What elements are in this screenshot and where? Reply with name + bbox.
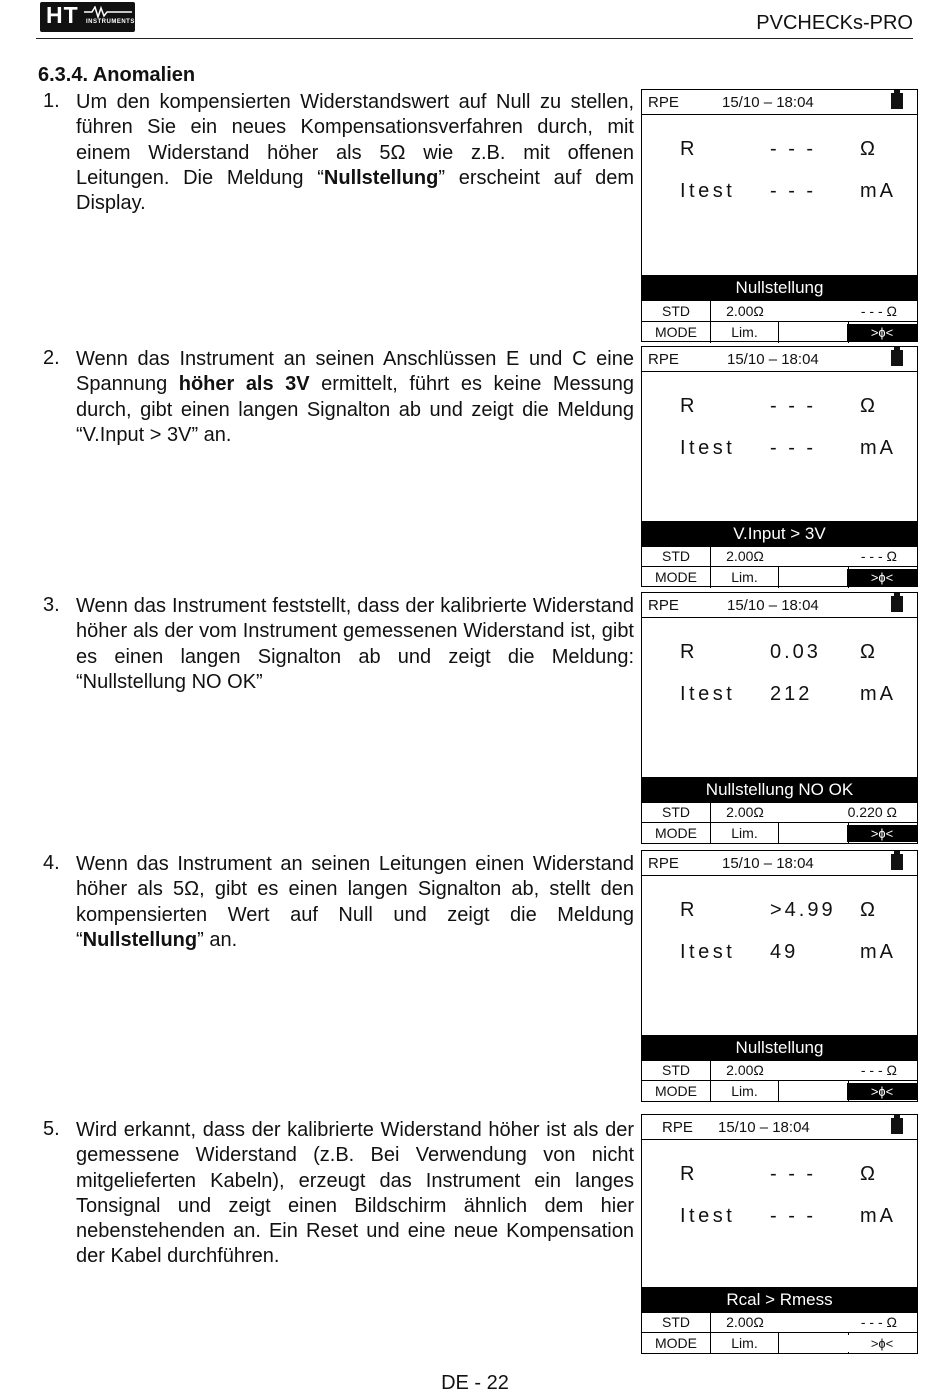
resistance-label: R bbox=[680, 899, 698, 921]
current-unit: mA bbox=[860, 1205, 896, 1227]
current-value: 49 bbox=[770, 941, 799, 963]
bold-term: Nullstellung bbox=[82, 928, 198, 951]
instrument-screen bbox=[641, 850, 918, 1102]
std-value: 2.00Ω bbox=[726, 1314, 764, 1330]
std-value: 2.00Ω bbox=[726, 804, 764, 820]
instrument-screen bbox=[641, 592, 918, 844]
screen-status-bar bbox=[642, 593, 917, 618]
resistance-value: - - - bbox=[770, 1163, 817, 1185]
resistance-label: R bbox=[680, 138, 698, 160]
screen-std-row bbox=[642, 301, 917, 322]
screen-datetime: 15/10 – 18:04 bbox=[727, 597, 819, 614]
item-text bbox=[76, 90, 634, 216]
resistance-unit: Ω bbox=[860, 641, 878, 663]
item-number: 1. bbox=[43, 90, 60, 112]
resistance-label: R bbox=[680, 395, 698, 417]
lim-label: Lim. bbox=[711, 823, 779, 844]
logo-wave-icon bbox=[84, 6, 132, 18]
std-value: 2.00Ω bbox=[726, 1062, 764, 1078]
result-value: - - - Ω bbox=[860, 548, 897, 564]
screen-std-row bbox=[642, 546, 917, 567]
screen-std-row bbox=[642, 802, 917, 823]
ht-instruments-logo bbox=[40, 2, 135, 32]
screen-status-bar bbox=[642, 90, 917, 115]
mode-label: MODE bbox=[642, 1333, 711, 1354]
screen-message: Rcal > Rmess bbox=[642, 1287, 917, 1313]
bold-term: Nullstellung bbox=[323, 166, 439, 189]
logo-text: HT bbox=[46, 2, 79, 28]
current-label: Itest bbox=[680, 180, 736, 202]
zero-key: >ɸ< bbox=[847, 1083, 917, 1100]
screen-datetime: 15/10 – 18:04 bbox=[722, 855, 814, 872]
resistance-value: >4.99 bbox=[770, 899, 836, 921]
screen-status-bar bbox=[642, 1115, 917, 1140]
std-label: STD bbox=[642, 1312, 711, 1333]
screen-mode-row bbox=[642, 321, 917, 343]
result-value: 0.220 Ω bbox=[847, 804, 897, 820]
screen-message: Nullstellung bbox=[642, 1035, 917, 1061]
std-value: 2.00Ω bbox=[726, 548, 764, 564]
item-text bbox=[76, 594, 634, 695]
screen-std-row bbox=[642, 1060, 917, 1081]
screen-status-bar bbox=[642, 851, 917, 876]
mode-label: MODE bbox=[642, 567, 711, 588]
screen-mode: RPE bbox=[648, 855, 679, 872]
screen-message: Nullstellung NO OK bbox=[642, 777, 917, 803]
screen-datetime: 15/10 – 18:04 bbox=[727, 351, 819, 368]
mode-label: MODE bbox=[642, 322, 711, 343]
lim-value bbox=[781, 1333, 849, 1354]
screen-mode-row bbox=[642, 822, 917, 844]
instrument-screen bbox=[641, 89, 918, 342]
resistance-value: - - - bbox=[770, 395, 817, 417]
std-label: STD bbox=[642, 1060, 711, 1081]
screen-message: V.Input > 3V bbox=[642, 521, 917, 547]
screen-message: Nullstellung bbox=[642, 275, 917, 301]
resistance-value: 0.03 bbox=[770, 641, 821, 663]
std-label: STD bbox=[642, 546, 711, 567]
resistance-label: R bbox=[680, 1163, 698, 1185]
text-segment: Wenn das Instrument feststellt, dass der kalibrierte Widerstand höher als der vom Instrument gemessenen Widerstand ist, gibt es einen langen Signalton ab und zeigt die Meldung: “Nullstellung NO OK” bbox=[76, 595, 634, 693]
zero-key: >ɸ< bbox=[847, 1335, 917, 1352]
current-value: - - - bbox=[770, 180, 817, 202]
result-value: - - - Ω bbox=[860, 303, 897, 319]
item-number: 5. bbox=[43, 1118, 60, 1140]
instrument-screen bbox=[641, 1114, 918, 1354]
screen-datetime: 15/10 – 18:04 bbox=[722, 94, 814, 111]
screen-mode: RPE bbox=[648, 351, 679, 368]
resistance-unit: Ω bbox=[860, 899, 878, 921]
product-name: PVCHECKs-PRO bbox=[756, 12, 913, 34]
item-text bbox=[76, 852, 634, 953]
item-number: 4. bbox=[43, 852, 60, 874]
screen-mode-row bbox=[642, 1332, 917, 1354]
resistance-value: - - - bbox=[770, 138, 817, 160]
battery-icon bbox=[891, 350, 903, 366]
result-value: - - - Ω bbox=[860, 1314, 897, 1330]
instrument-screen bbox=[641, 346, 918, 587]
resistance-label: R bbox=[680, 641, 698, 663]
logo-subtext: INSTRUMENTS bbox=[86, 19, 135, 25]
current-label: Itest bbox=[680, 683, 736, 705]
zero-key: >ɸ< bbox=[847, 324, 917, 341]
lim-value bbox=[781, 823, 849, 844]
lim-value bbox=[781, 567, 849, 588]
std-label: STD bbox=[642, 802, 711, 823]
current-value: - - - bbox=[770, 437, 817, 459]
lim-label: Lim. bbox=[711, 1081, 779, 1102]
zero-key: >ɸ< bbox=[847, 569, 917, 586]
current-unit: mA bbox=[860, 683, 896, 705]
page-number: DE - 22 bbox=[441, 1372, 509, 1394]
std-value: 2.00Ω bbox=[726, 303, 764, 319]
item-number: 3. bbox=[43, 594, 60, 616]
item-text bbox=[76, 1118, 634, 1270]
mode-label: MODE bbox=[642, 823, 711, 844]
text-segment: Wird erkannt, dass der kalibrierte Widerstand höher ist als der gemessene Widerstand (z.B. Bei Verwendung von nicht mitgelieferten Kabeln), erzeugt das Instrument ein langes Tonsignal und zeigt einen Bildschirm ähnlich dem hier nebenstehenden an. Ein Reset und eine neue Kompensation der Kabel durchführen. bbox=[76, 1119, 634, 1268]
lim-label: Lim. bbox=[711, 322, 779, 343]
text-segment: ” erscheint auf dem Display. bbox=[76, 166, 634, 215]
screen-mode: RPE bbox=[662, 1119, 693, 1136]
current-value: - - - bbox=[770, 1205, 817, 1227]
item-number: 2. bbox=[43, 347, 60, 369]
current-label: Itest bbox=[680, 1205, 736, 1227]
result-value: - - - Ω bbox=[860, 1062, 897, 1078]
current-unit: mA bbox=[860, 437, 896, 459]
battery-icon bbox=[891, 1118, 903, 1134]
battery-icon bbox=[891, 93, 903, 109]
lim-label: Lim. bbox=[711, 567, 779, 588]
current-label: Itest bbox=[680, 437, 736, 459]
section-heading: 6.3.4. Anomalien bbox=[38, 64, 196, 86]
text-segment: Wenn das Instrument an seinen Anschlüssen E und C eine Spannung bbox=[76, 348, 634, 396]
lim-label: Lim. bbox=[711, 1333, 779, 1354]
current-unit: mA bbox=[860, 941, 896, 963]
current-value: 212 bbox=[770, 683, 813, 705]
text-segment: ” an. bbox=[197, 928, 238, 951]
lim-value bbox=[781, 1081, 849, 1102]
text-segment: ermittelt, führt es keine Messung durch, gibt einen langen Signalton ab und zeigt die Meldung “V.Input > 3V” an. bbox=[76, 373, 635, 446]
screen-std-row bbox=[642, 1312, 917, 1333]
screen-mode-row bbox=[642, 1080, 917, 1102]
std-label: STD bbox=[642, 301, 711, 322]
screen-status-bar bbox=[642, 347, 917, 372]
current-label: Itest bbox=[680, 941, 736, 963]
resistance-unit: Ω bbox=[860, 395, 878, 417]
item-text bbox=[76, 347, 634, 448]
battery-icon bbox=[891, 596, 903, 612]
screen-datetime: 15/10 – 18:04 bbox=[718, 1119, 810, 1136]
screen-mode-row bbox=[642, 566, 917, 588]
text-segment: Um den kompensierten Widerstandswert auf Null zu stellen, führen Sie ein neues Kompensationsverfahren durch, mit einem Widerstand höher als 5Ω wie z.B. mit offenen Leitungen. Die Meldung “ bbox=[76, 91, 634, 189]
battery-icon bbox=[891, 854, 903, 870]
page-header bbox=[36, 0, 913, 39]
mode-label: MODE bbox=[642, 1081, 711, 1102]
zero-key: >ɸ< bbox=[847, 825, 917, 842]
resistance-unit: Ω bbox=[860, 1163, 878, 1185]
lim-value bbox=[781, 322, 849, 343]
resistance-unit: Ω bbox=[860, 138, 878, 160]
bold-term: höher als 3V bbox=[178, 373, 310, 396]
current-unit: mA bbox=[860, 180, 896, 202]
screen-mode: RPE bbox=[648, 94, 679, 111]
screen-mode: RPE bbox=[648, 597, 679, 614]
text-segment: Wenn das Instrument an seinen Leitungen einen Widerstand höher als 5Ω, gibt es einen langen Signalton ab, stellt den kompensierten Wert auf Null und zeigt die Meldung “ bbox=[76, 853, 634, 951]
